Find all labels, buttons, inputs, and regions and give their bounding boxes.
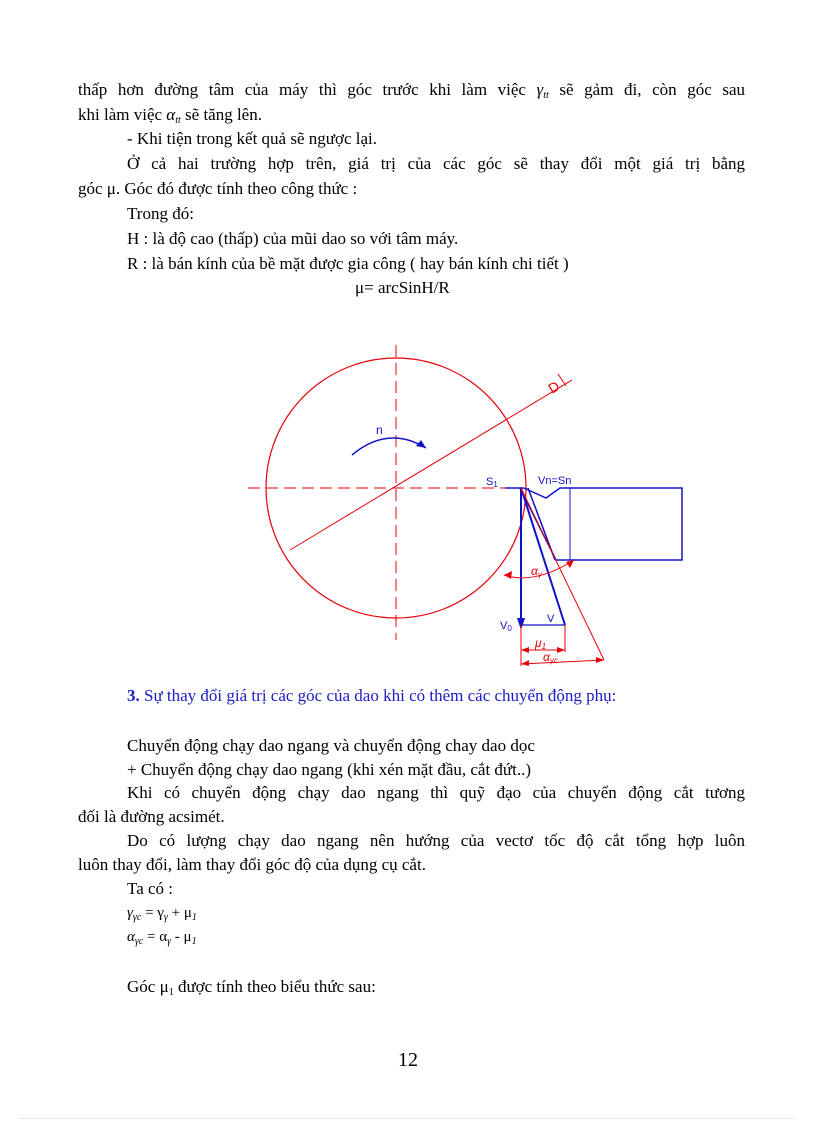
alpha-symbol: α [166,105,176,124]
paragraph-line: - Khi tiện trong kết quả sẽ ngược lại. [127,129,378,148]
diameter-line [290,377,572,550]
label-V: V [547,613,555,625]
eq-symbol: α [127,929,135,945]
mu-arrowhead [521,647,529,653]
paragraph-line: Ở cả hai trường hợp trên, giá trị của các góc sẽ thay đổi một giá trị bằng [127,154,745,173]
tool-body [520,488,682,560]
label-mu: μ1 [535,636,547,651]
paragraph-line [127,976,376,1004]
formula-mu: μ= arcSinH/R [355,278,450,297]
page-bottom-border [20,1118,796,1119]
eq-text: = α [143,929,168,945]
label-n: n [376,423,383,437]
eq-subscript: γ [163,912,168,923]
paragraph-line: góc μ. Góc đó được tính theo công thức : [78,179,358,198]
paragraph-line: H : là độ cao (thấp) của mũi dao so với tâm máy. [127,229,459,248]
heading-text: Sự thay đổi giá trị các góc của dao khi có thêm các chuyển động phụ: [139,686,617,705]
text-run: sẽ gảm đi, còn góc sau [559,80,746,99]
paragraph-line: Trong đó: [127,204,194,223]
page-number: 12 [398,1049,418,1071]
eq-subscript: γc [132,912,142,923]
label-S: S1 [486,476,498,489]
text-run: thấp hơn đường tâm của máy thì góc trước khi làm việc [78,80,526,99]
paragraph-line: đối là đường acsimét. [78,807,225,826]
diameter-tick [558,374,566,386]
paragraph-line: + Chuyển động chạy dao ngang (khi xén mặt đầu, cắt đứt..) [127,760,532,779]
heading-number: 3. [127,686,140,705]
subscript: tt [543,90,549,101]
label-alpha-c: αγc [543,650,558,665]
subscript: tt [175,115,181,126]
eq-text: = γ [141,905,164,921]
paragraph-line: Khi có chuyển động chạy dao ngang thì quỹ đạo của chuyển động cắt tương [127,783,745,802]
paragraph-line: R : là bán kính của bề mặt được gia công ( hay bán kính chi tiết ) [127,254,569,273]
vector-V [521,488,565,625]
eq-subscript: γ [167,936,172,947]
paragraph-line: Ta có : [127,879,174,898]
eq-subscript: γc [134,936,144,947]
equation-alpha [127,929,197,947]
paragraph-line: luôn thay đổi, làm thay đổi góc độ của dụng cụ cắt. [78,855,426,874]
gamma-symbol: γ [536,80,544,99]
equation-gamma [127,905,197,923]
label-alpha: αγ [531,564,542,579]
label-V0: V0 [500,620,512,633]
eq-subscript: 1 [191,936,197,947]
rotation-arrow [352,438,426,455]
text-run: được tính theo biểu thức sau: [173,977,376,996]
eq-symbol: γ [127,905,133,921]
alpha-c-arrowhead [521,660,529,666]
alpha-arc-arrowhead [504,571,512,579]
eq-text: + μ [167,905,192,921]
eq-text: - μ [171,929,192,945]
text-run: sẽ tăng lên. [185,105,262,124]
paragraph-line: Do có lượng chạy dao ngang nên hướng của vectơ tốc độ cắt tổng hợp luôn [127,831,745,850]
text-run: Góc μ [127,977,169,996]
label-Vn: Vn=Sn [538,475,572,487]
subscript: 1 [168,987,174,998]
paragraph-line: Chuyển động chạy dao ngang và chuyển động chay dao dọc [127,736,535,755]
eq-subscript: 1 [191,912,197,923]
section-heading [127,686,616,706]
label-D: D [545,377,563,397]
mu-arrowhead [557,647,565,653]
alpha-c-dimension [521,660,604,664]
text-run: khi làm việc [78,105,163,124]
